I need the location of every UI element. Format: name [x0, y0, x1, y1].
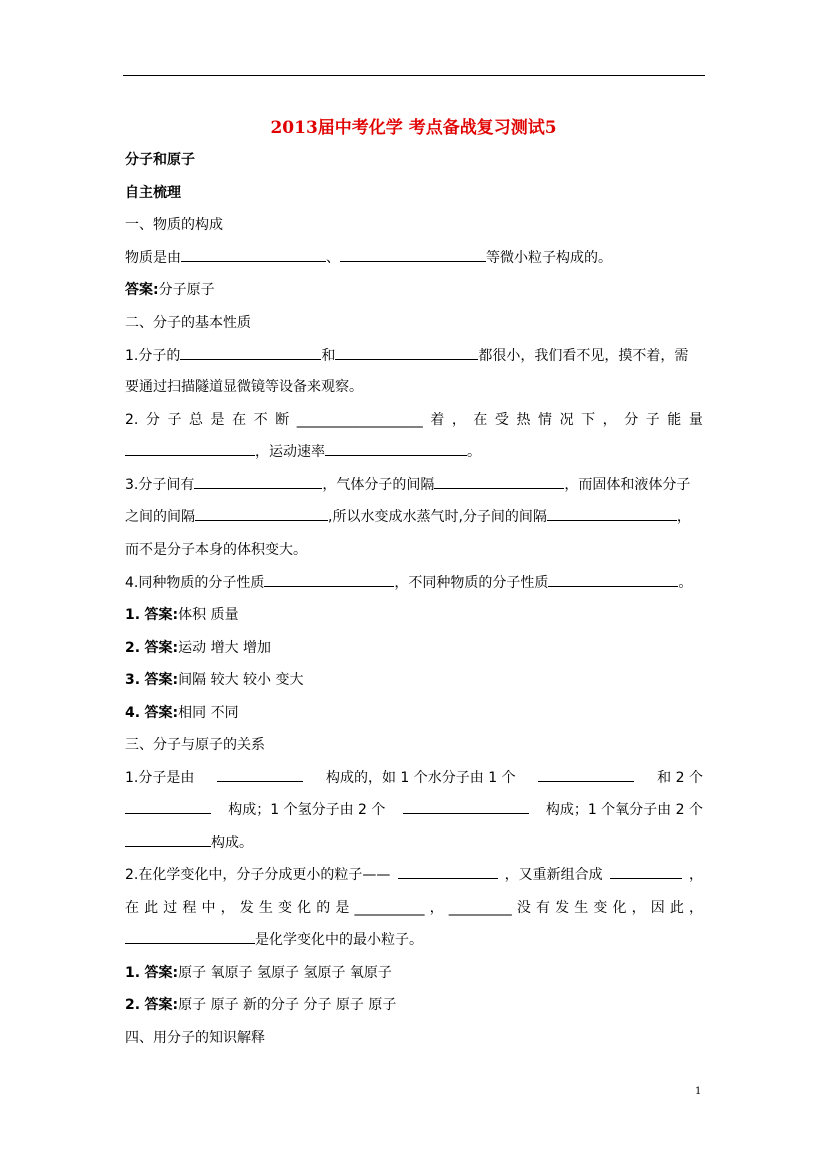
part3-q2-line1: 2.在化学变化中，分子分成更小的粒子—— ，又重新组合成 ，	[125, 867, 703, 883]
part3-q2-line3: 是化学变化中的最小粒子。	[125, 930, 703, 950]
header-rule	[123, 75, 705, 76]
part2-q3-line3: 而不是分子本身的体积变大。	[125, 542, 307, 558]
answer-blank[interactable]	[217, 768, 303, 782]
part2-answer-3: 3. 答案:间隔 较大 较小 变大	[125, 672, 304, 688]
part3-answer-1: 1. 答案:原子 氧原子 氢原子 氢原子 氧原子	[125, 965, 392, 981]
part2-answer-4: 4. 答案:相同 不同	[125, 705, 239, 721]
section-heading: 分子和原子	[125, 152, 195, 168]
part2-heading: 二、分子的基本性质	[125, 315, 251, 331]
answer-blank[interactable]	[398, 865, 498, 879]
part1-question: 物质是由 、 等微小粒子构成的。	[125, 250, 612, 266]
answer-blank[interactable]: _________	[448, 900, 512, 916]
answer-blank[interactable]	[125, 833, 211, 847]
part1-answer: 答案:分子原子	[125, 282, 215, 298]
part2-q2-line2: ，运动速率 。	[125, 442, 703, 462]
part2-answer-2: 2. 答案:运动 增大 增加	[125, 640, 272, 656]
answer-blank[interactable]	[125, 800, 211, 814]
answer-blank[interactable]: __________	[354, 900, 425, 916]
part3-heading: 三、分子与原子的关系	[125, 737, 265, 753]
answer-blank[interactable]	[340, 248, 486, 262]
answer-blank[interactable]	[548, 573, 678, 587]
page-title: 2013届中考化学 考点备战复习测试5	[270, 118, 557, 138]
part3-q1-line3: 构成。	[125, 833, 703, 853]
answer-blank[interactable]	[181, 248, 326, 262]
answer-blank[interactable]	[403, 800, 529, 814]
answer-blank[interactable]	[125, 930, 255, 944]
answer-blank[interactable]	[195, 507, 328, 521]
part2-answer-1: 1. 答案:体积 质量	[125, 607, 239, 623]
answer-blank[interactable]	[125, 442, 255, 456]
part2-q3-line1: 3.分子间有 ，气体分子的间隔 ，而固体和液体分子	[125, 477, 691, 493]
answer-blank[interactable]	[547, 507, 677, 521]
answer-blank[interactable]	[538, 768, 634, 782]
part2-q1-line2: 要通过扫描隧道显微镜等设备来观察。	[125, 379, 363, 395]
part3-q2-line2: 在 此 过 程 中 ， 发 生 变 化 的 是 __________ ， _________ 没 有 发 生 变 化 ， 因 此 ，	[125, 900, 703, 916]
answer-blank[interactable]	[325, 442, 467, 456]
answer-blank[interactable]: __________________	[296, 412, 423, 428]
part2-q4: 4.同种物质的分子性质 ，不同种物质的分子性质 。	[125, 575, 693, 591]
part4-heading: 四、用分子的知识解释	[125, 1030, 265, 1046]
part3-q1-line2: 构成；1 个氢分子由 2 个 构成；1 个氧分子由 2 个	[125, 800, 703, 820]
part2-q3-line2: 之间的间隔 ,所以水变成水蒸气时,分子间的间隔 ，	[125, 509, 691, 525]
page-number: 1	[695, 1086, 702, 1097]
answer-blank[interactable]	[610, 865, 682, 879]
part3-q1-line1: 1.分子是由 构成的，如 1 个水分子由 1 个 和 2 个	[125, 770, 703, 786]
part3-answer-2: 2. 答案:原子 原子 新的分子 分子 原子 原子	[125, 997, 397, 1013]
answer-blank[interactable]	[335, 346, 478, 360]
subheading: 自主梳理	[125, 185, 181, 201]
answer-blank[interactable]	[180, 346, 321, 360]
part2-q1-line1: 1.分子的 和 都很小，我们看不见，摸不着，需	[125, 348, 689, 364]
answer-blank[interactable]	[434, 475, 564, 489]
answer-blank[interactable]	[264, 573, 394, 587]
part1-heading: 一、物质的构成	[125, 217, 223, 233]
answer-blank[interactable]	[194, 475, 322, 489]
part2-q2-line1: 2. 分 子 总 是 在 不 断 __________________ 着 ， 在 受 热 情 况 下 ， 分 子 能 量	[125, 412, 703, 428]
